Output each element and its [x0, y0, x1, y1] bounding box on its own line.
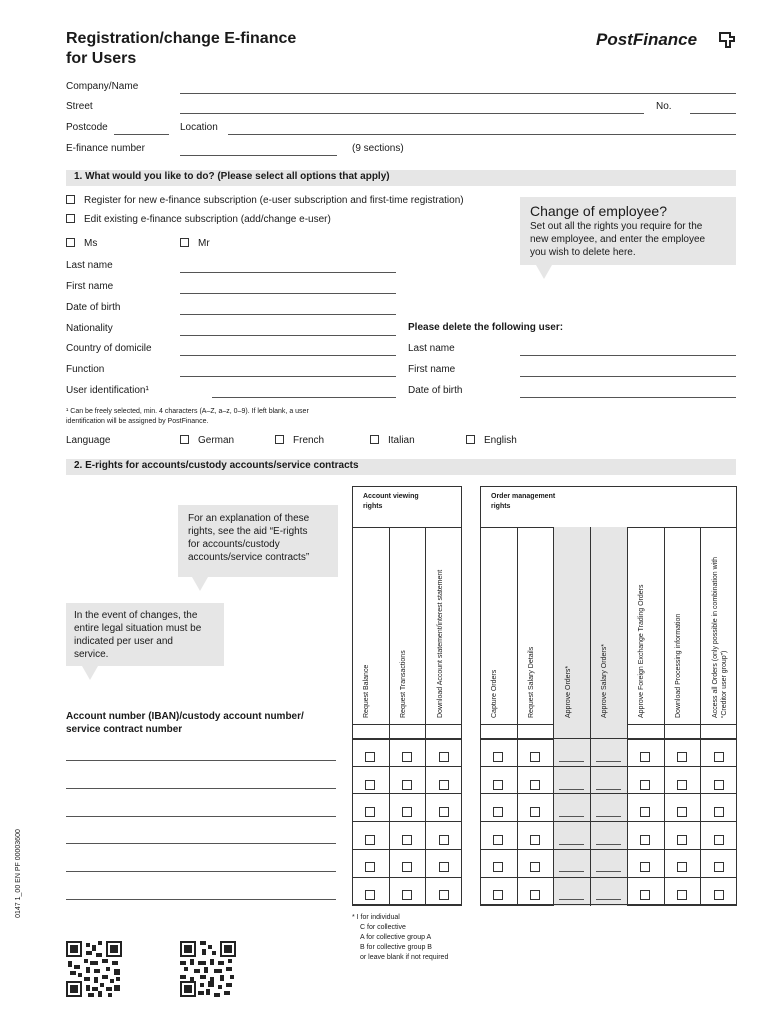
account-number-field-4[interactable] [66, 843, 336, 844]
footnote-line-2: identification will be assigned by PostFinance. [66, 418, 209, 425]
function-label: Function [66, 364, 105, 375]
order-column-label-7: Access all Orders (only possible in combination with “Creditor user group”) [711, 556, 728, 718]
postcode-field[interactable] [114, 134, 169, 135]
section2-heading-bar [66, 459, 736, 475]
viewing-checkbox-r2-c3[interactable] [439, 780, 449, 790]
viewing-checkbox-r1-c3[interactable] [439, 752, 449, 762]
legend-4: B for collective group B [360, 944, 432, 951]
change-employee-bubble-tail [536, 265, 552, 279]
order-column-label-6: Download Processing information [674, 613, 682, 718]
order-checkbox-r1-c6[interactable] [677, 752, 687, 762]
viewing-checkbox-r5-c1[interactable] [365, 862, 375, 872]
order-checkbox-r3-c7[interactable] [714, 807, 724, 817]
explanation-text-1: For an explanation of these [188, 513, 310, 524]
last-name-field[interactable] [180, 272, 396, 273]
viewing-checkbox-r1-c1[interactable] [365, 752, 375, 762]
function-field[interactable] [180, 376, 396, 377]
ms-checkbox[interactable] [66, 238, 75, 247]
nationality-field[interactable] [180, 335, 396, 336]
order-checkbox-r2-c5[interactable] [640, 780, 650, 790]
language-english-label: English [484, 435, 517, 446]
order-approval-field-r6-c3[interactable] [559, 899, 584, 900]
order-approval-field-r5-c4[interactable] [596, 871, 621, 872]
changes-text-1: In the event of changes, the [74, 610, 198, 621]
order-checkbox-r2-c7[interactable] [714, 780, 724, 790]
change-employee-text-2: new employee, and enter the employee [530, 234, 706, 245]
order-column-label-4: Approve Salary Orders* [601, 644, 609, 718]
postfinance-logo: PostFinance [596, 30, 698, 49]
company-name-field[interactable] [180, 93, 736, 94]
order-checkbox-r3-c6[interactable] [677, 807, 687, 817]
location-field[interactable] [228, 134, 736, 135]
footnote-line-1: ¹ Can be freely selected, min. 4 characters (A–Z, a–z, 0–9). If left blank, a user [66, 408, 309, 415]
user-id-label: User identification¹ [66, 385, 149, 396]
change-employee-bubble [520, 197, 736, 265]
viewing-checkbox-r6-c3[interactable] [439, 890, 449, 900]
ms-label: Ms [84, 238, 98, 249]
delete-last-name-label: Last name [408, 343, 455, 354]
order-checkbox-r6-c2[interactable] [530, 890, 540, 900]
efinance-number-label: E-finance number [66, 143, 145, 154]
order-column-label-5: Approve Foreign Exchange Trading Orders [638, 584, 646, 718]
viewing-group-title: Account viewing [363, 493, 419, 500]
form-title-line2: for Users [66, 50, 137, 67]
order-column-label-2: Request Salary Details [528, 646, 536, 718]
change-employee-title: Change of employee? [530, 203, 667, 219]
order-checkbox-r4-c7[interactable] [714, 835, 724, 845]
section1-heading-bar [66, 170, 736, 186]
order-group-title: Order management [491, 493, 556, 500]
account-number-field-1[interactable] [66, 760, 336, 761]
change-employee-text-3: you wish to delete here. [530, 247, 636, 258]
changes-bubble-tail [82, 666, 98, 680]
side-code-text: 0147 1_00 EN PF 00003600 [14, 829, 22, 918]
viewing-checkbox-r6-c1[interactable] [365, 890, 375, 900]
order-checkbox-r3-c2[interactable] [530, 807, 540, 817]
viewing-checkbox-r4-c2[interactable] [402, 835, 412, 845]
account-number-field-3[interactable] [66, 816, 336, 817]
viewing-checkbox-r2-c2[interactable] [402, 780, 412, 790]
order-approval-field-r1-c4[interactable] [596, 761, 621, 762]
change-employee-text-1: Set out all the rights you require for the [530, 221, 703, 232]
order-checkbox-r1-c7[interactable] [714, 752, 724, 762]
explanation-text-2: rights, see the aid “E-rights [188, 526, 308, 537]
delete-dob-field[interactable] [520, 397, 736, 398]
changes-text-2: entire legal situation must be [74, 623, 202, 634]
language-label: Language [66, 435, 111, 446]
changes-text-3: indicated per user and [74, 636, 173, 647]
edit-option-label: Edit existing e-finance subscription (add/change e-user) [84, 214, 331, 225]
viewing-checkbox-r3-c1[interactable] [365, 807, 375, 817]
order-checkbox-r4-c2[interactable] [530, 835, 540, 845]
explanation-bubble-tail [192, 577, 208, 591]
order-checkbox-r1-c5[interactable] [640, 752, 650, 762]
order-approval-field-r3-c3[interactable] [559, 816, 584, 817]
order-approval-field-r3-c4[interactable] [596, 816, 621, 817]
order-approval-field-r1-c3[interactable] [559, 761, 584, 762]
viewing-column-label-1: Request Balance [363, 664, 371, 718]
postfinance-cross-icon [716, 31, 736, 49]
order-checkbox-r4-c1[interactable] [493, 835, 503, 845]
order-checkbox-r2-c1[interactable] [493, 780, 503, 790]
viewing-checkbox-r4-c1[interactable] [365, 835, 375, 845]
order-approval-field-r4-c3[interactable] [559, 844, 584, 845]
order-checkbox-r6-c1[interactable] [493, 890, 503, 900]
viewing-group-title-2: rights [363, 503, 383, 510]
order-checkbox-r5-c7[interactable] [714, 862, 724, 872]
first-name-label: First name [66, 281, 114, 292]
form-title: Registration/change E-finance [66, 30, 297, 47]
order-checkbox-r2-c2[interactable] [530, 780, 540, 790]
account-number-field-6[interactable] [66, 899, 336, 900]
language-italian-label: Italian [388, 435, 415, 446]
changes-bubble [66, 603, 224, 666]
house-number-field[interactable] [690, 113, 736, 114]
order-checkbox-r3-c5[interactable] [640, 807, 650, 817]
legend-1: * I for individual [352, 914, 400, 921]
legend-2: C for collective [360, 924, 406, 931]
order-checkbox-r1-c1[interactable] [493, 752, 503, 762]
dob-label: Date of birth [66, 302, 121, 313]
first-name-field[interactable] [180, 293, 396, 294]
viewing-checkbox-r3-c3[interactable] [439, 807, 449, 817]
nationality-label: Nationality [66, 323, 113, 334]
edit-checkbox[interactable] [66, 214, 75, 223]
legend-3: A for collective group A [360, 934, 432, 941]
language-german-label: German [198, 435, 235, 446]
register-checkbox[interactable] [66, 195, 75, 204]
street-label: Street [66, 101, 93, 112]
account-number-heading-2: service contract number [66, 724, 183, 735]
order-checkbox-r6-c6[interactable] [677, 890, 687, 900]
delete-user-heading: Please delete the following user: [408, 322, 564, 333]
company-name-label: Company/Name [66, 81, 139, 92]
changes-text-4: service. [74, 649, 109, 660]
section1-heading: 1. What would you like to do? (Please select all options that apply) [74, 171, 390, 182]
order-column-label-3: Approve Orders* [564, 665, 572, 718]
order-checkbox-r1-c2[interactable] [530, 752, 540, 762]
language-french-checkbox[interactable] [275, 435, 284, 444]
qr-code-icon [66, 941, 122, 997]
viewing-checkbox-r1-c2[interactable] [402, 752, 412, 762]
order-approval-field-r6-c4[interactable] [596, 899, 621, 900]
language-german-checkbox[interactable] [180, 435, 189, 444]
order-checkbox-r5-c2[interactable] [530, 862, 540, 872]
efinance-number-hint: (9 sections) [352, 143, 404, 154]
order-group-title-2: rights [491, 503, 511, 510]
language-french-label: French [293, 435, 325, 446]
account-number-field-2[interactable] [66, 788, 336, 789]
account-number-field-5[interactable] [66, 871, 336, 872]
viewing-checkbox-r5-c3[interactable] [439, 862, 449, 872]
postcode-label: Postcode [66, 122, 108, 133]
viewing-column-label-3: Download Account statement/interest statement [436, 569, 444, 718]
order-approval-field-r2-c3[interactable] [559, 789, 584, 790]
viewing-column-label-2: Request Transactions [400, 650, 408, 718]
delete-last-name-field[interactable] [520, 355, 736, 356]
order-checkbox-r3-c1[interactable] [493, 807, 503, 817]
viewing-checkbox-r6-c2[interactable] [402, 890, 412, 900]
viewing-checkbox-r4-c3[interactable] [439, 835, 449, 845]
delete-dob-label: Date of birth [408, 385, 463, 396]
house-number-label: No. [656, 101, 672, 112]
viewing-checkbox-r2-c1[interactable] [365, 780, 375, 790]
order-checkbox-r6-c7[interactable] [714, 890, 724, 900]
order-checkbox-r6-c5[interactable] [640, 890, 650, 900]
domicile-label: Country of domicile [66, 343, 152, 354]
legend-5: or leave blank if not required [360, 954, 449, 961]
explanation-text-4: accounts/service contracts” [188, 552, 310, 563]
explanation-text-3: for accounts/custody [188, 539, 280, 550]
domicile-field[interactable] [180, 355, 396, 356]
mr-checkbox[interactable] [180, 238, 189, 247]
order-checkbox-r5-c1[interactable] [493, 862, 503, 872]
order-approval-field-r5-c3[interactable] [559, 871, 584, 872]
viewing-checkbox-r3-c2[interactable] [402, 807, 412, 817]
user-id-field[interactable] [212, 397, 396, 398]
language-italian-checkbox[interactable] [370, 435, 379, 444]
delete-first-name-label: First name [408, 364, 456, 375]
account-number-heading: Account number (IBAN)/custody account number/ [66, 711, 304, 722]
mr-label: Mr [198, 238, 210, 249]
section2-heading: 2. E-rights for accounts/custody accounts/service contracts [74, 460, 359, 471]
order-approval-field-r2-c4[interactable] [596, 789, 621, 790]
register-option-label: Register for new e-finance subscription (e-user subscription and first-time registration) [84, 195, 464, 206]
delete-first-name-field[interactable] [520, 376, 736, 377]
order-checkbox-r4-c6[interactable] [677, 835, 687, 845]
language-english-checkbox[interactable] [466, 435, 475, 444]
last-name-label: Last name [66, 260, 113, 271]
location-label: Location [180, 122, 218, 133]
order-checkbox-r2-c6[interactable] [677, 780, 687, 790]
order-approval-field-r4-c4[interactable] [596, 844, 621, 845]
dob-field[interactable] [180, 314, 396, 315]
street-field[interactable] [180, 113, 644, 114]
viewing-checkbox-r5-c2[interactable] [402, 862, 412, 872]
order-column-label-1: Capture Orders [491, 669, 499, 718]
qr-code-icon-2 [180, 941, 236, 997]
order-checkbox-r5-c5[interactable] [640, 862, 650, 872]
efinance-number-field[interactable] [180, 155, 337, 156]
order-checkbox-r5-c6[interactable] [677, 862, 687, 872]
order-checkbox-r4-c5[interactable] [640, 835, 650, 845]
explanation-bubble [178, 505, 338, 577]
